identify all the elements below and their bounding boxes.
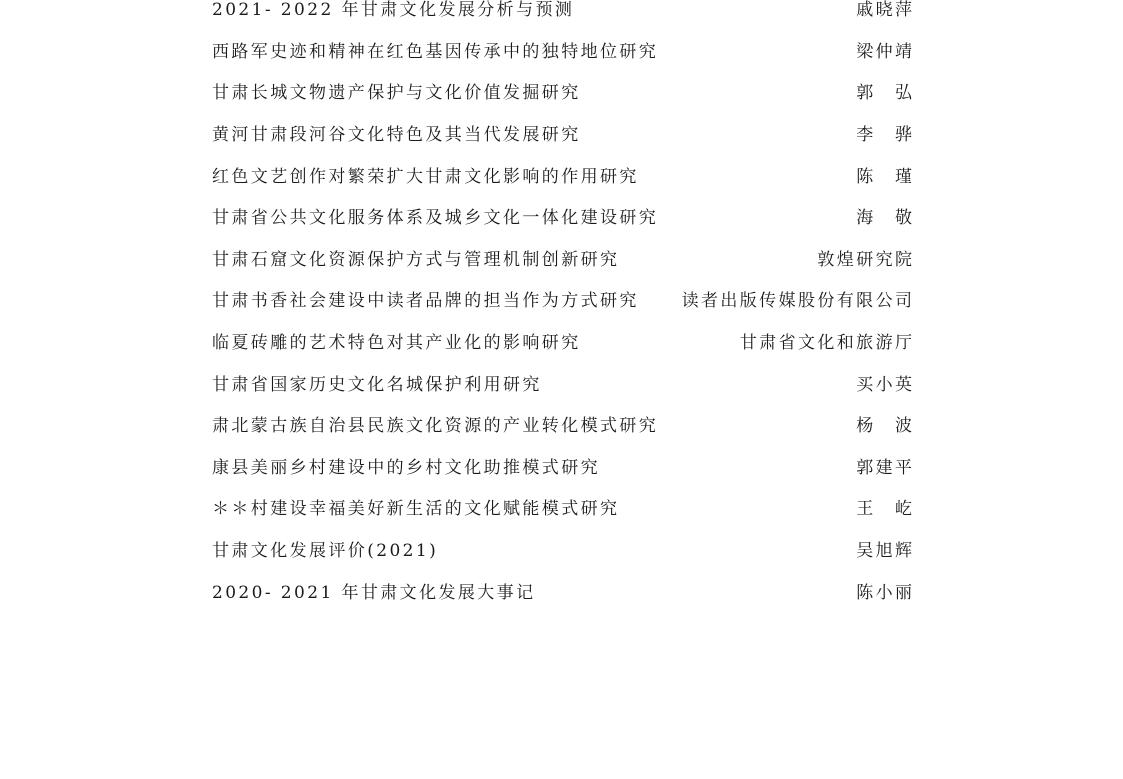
list-item <box>212 403 915 445</box>
entry-title: 甘肃书香社会建设中读者品牌的担当作为方式研究 <box>212 291 639 312</box>
entry-title: 2020- 2021 年甘肃文化发展大事记 <box>212 582 536 603</box>
entry-title: ＊＊村建设幸福美好新生活的文化赋能模式研究 <box>212 499 620 520</box>
entry-author: 敦煌研究院 <box>817 249 915 270</box>
list-item <box>212 237 915 279</box>
entry-author: 郭 弘 <box>856 83 915 104</box>
entry-author: 李 骅 <box>856 125 915 146</box>
entry-author: 陈 瑾 <box>856 166 915 187</box>
list-item <box>212 320 915 362</box>
entry-author: 戚晓萍 <box>856 0 915 21</box>
entry-title: 甘肃石窟文化资源保护方式与管理机制创新研究 <box>212 249 620 270</box>
entry-title: 临夏砖雕的艺术特色对其产业化的影响研究 <box>212 333 581 354</box>
entry-title: 康县美丽乡村建设中的乡村文化助推模式研究 <box>212 457 600 478</box>
list-item <box>212 569 915 611</box>
list-item <box>212 445 915 487</box>
entry-author: 海 敬 <box>856 208 915 229</box>
entry-author: 买小英 <box>856 374 915 395</box>
entry-author: 读者出版传媒股份有限公司 <box>681 291 915 312</box>
list-item <box>212 528 915 570</box>
list-item <box>212 361 915 403</box>
entry-author: 王 屹 <box>856 499 915 520</box>
entry-author: 吴旭辉 <box>856 541 915 562</box>
entry-title: 红色文艺创作对繁荣扩大甘肃文化影响的作用研究 <box>212 166 639 187</box>
entry-title: 甘肃省国家历史文化名城保护利用研究 <box>212 374 542 395</box>
entry-author: 杨 波 <box>856 416 915 437</box>
entry-title: 甘肃文化发展评价(2021) <box>212 541 439 562</box>
list-item <box>212 195 915 237</box>
entry-title: 黄河甘肃段河谷文化特色及其当代发展研究 <box>212 125 581 146</box>
list-item <box>212 70 915 112</box>
list-item <box>212 486 915 528</box>
list-item <box>212 112 915 154</box>
list-item <box>212 0 915 29</box>
entry-author: 郭建平 <box>856 457 915 478</box>
table-of-contents <box>212 0 915 611</box>
list-item <box>212 153 915 195</box>
entry-author: 陈小丽 <box>856 582 915 603</box>
list-item <box>212 278 915 320</box>
entry-title: 甘肃省公共文化服务体系及城乡文化一体化建设研究 <box>212 208 659 229</box>
entry-title: 2021- 2022 年甘肃文化发展分析与预测 <box>212 0 575 21</box>
list-item <box>212 29 915 71</box>
entry-title: 甘肃长城文物遗产保护与文化价值发掘研究 <box>212 83 581 104</box>
entry-title: 西路军史迹和精神在红色基因传承中的独特地位研究 <box>212 41 659 62</box>
entry-author: 甘肃省文化和旅游厅 <box>739 333 915 354</box>
entry-title: 肃北蒙古族自治县民族文化资源的产业转化模式研究 <box>212 416 659 437</box>
entry-author: 梁仲靖 <box>856 41 915 62</box>
